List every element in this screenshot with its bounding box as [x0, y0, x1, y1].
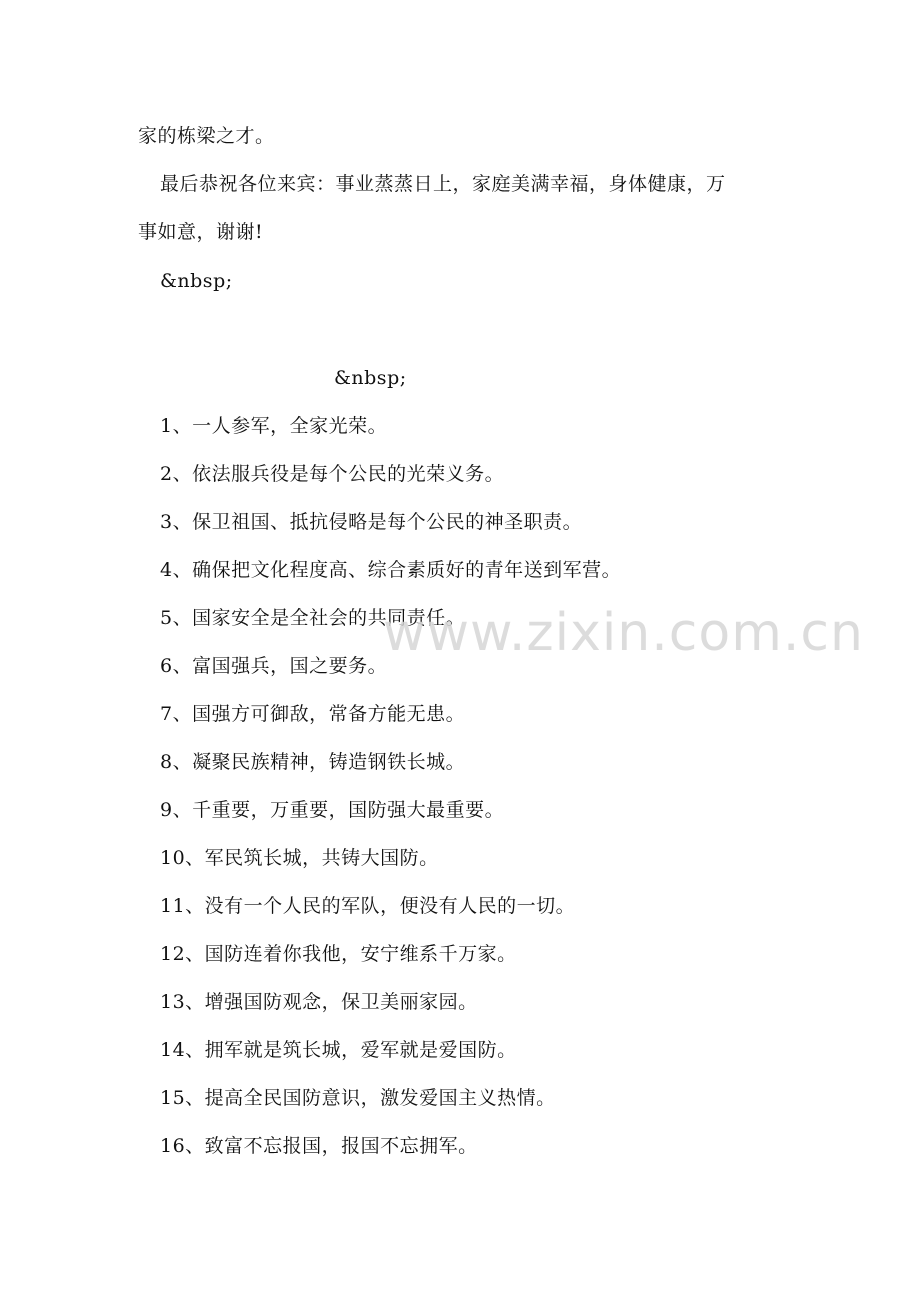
nbsp-text-2: &nbsp;: [334, 367, 407, 389]
slogan-item: 15、提高全民国防意识，激发爱国主义热情。: [160, 1087, 556, 1109]
slogan-item: 10、军民筑长城，共铸大国防。: [160, 847, 439, 869]
slogan-item: 14、拥军就是筑长城，爱军就是爱国防。: [160, 1039, 517, 1061]
slogan-item: 6、富国强兵，国之要务。: [160, 655, 388, 677]
slogan-item: 9、千重要，万重要，国防强大最重要。: [160, 799, 505, 821]
slogan-item: 13、增强国防观念，保卫美丽家园。: [160, 991, 478, 1013]
paragraph-line-3: 事如意，谢谢!: [138, 221, 264, 243]
slogan-item: 11、没有一个人民的军队，便没有人民的一切。: [160, 895, 576, 917]
slogan-item: 7、国强方可御敌，常备方能无患。: [160, 703, 466, 725]
slogan-item: 16、致富不忘报国，报国不忘拥军。: [160, 1135, 478, 1157]
nbsp-text-1: &nbsp;: [160, 270, 233, 292]
slogan-item: 8、凝聚民族精神，铸造钢铁长城。: [160, 751, 466, 773]
slogan-item: 5、国家安全是全社会的共同责任。: [160, 607, 466, 629]
slogan-item: 1、一人参军，全家光荣。: [160, 415, 388, 437]
paragraph-line-2: 最后恭祝各位来宾：事业蒸蒸日上，家庭美满幸福，身体健康，万: [160, 173, 726, 195]
slogan-item: 3、保卫祖国、抵抗侵略是每个公民的神圣职责。: [160, 511, 583, 533]
watermark: www.zixin.com.cn: [383, 603, 864, 663]
slogan-item: 12、国防连着你我他，安宁维系千万家。: [160, 943, 517, 965]
paragraph-line-1: 家的栋梁之才。: [138, 125, 275, 147]
slogan-item: 2、依法服兵役是每个公民的光荣义务。: [160, 463, 505, 485]
slogan-item: 4、确保把文化程度高、综合素质好的青年送到军营。: [160, 559, 622, 581]
